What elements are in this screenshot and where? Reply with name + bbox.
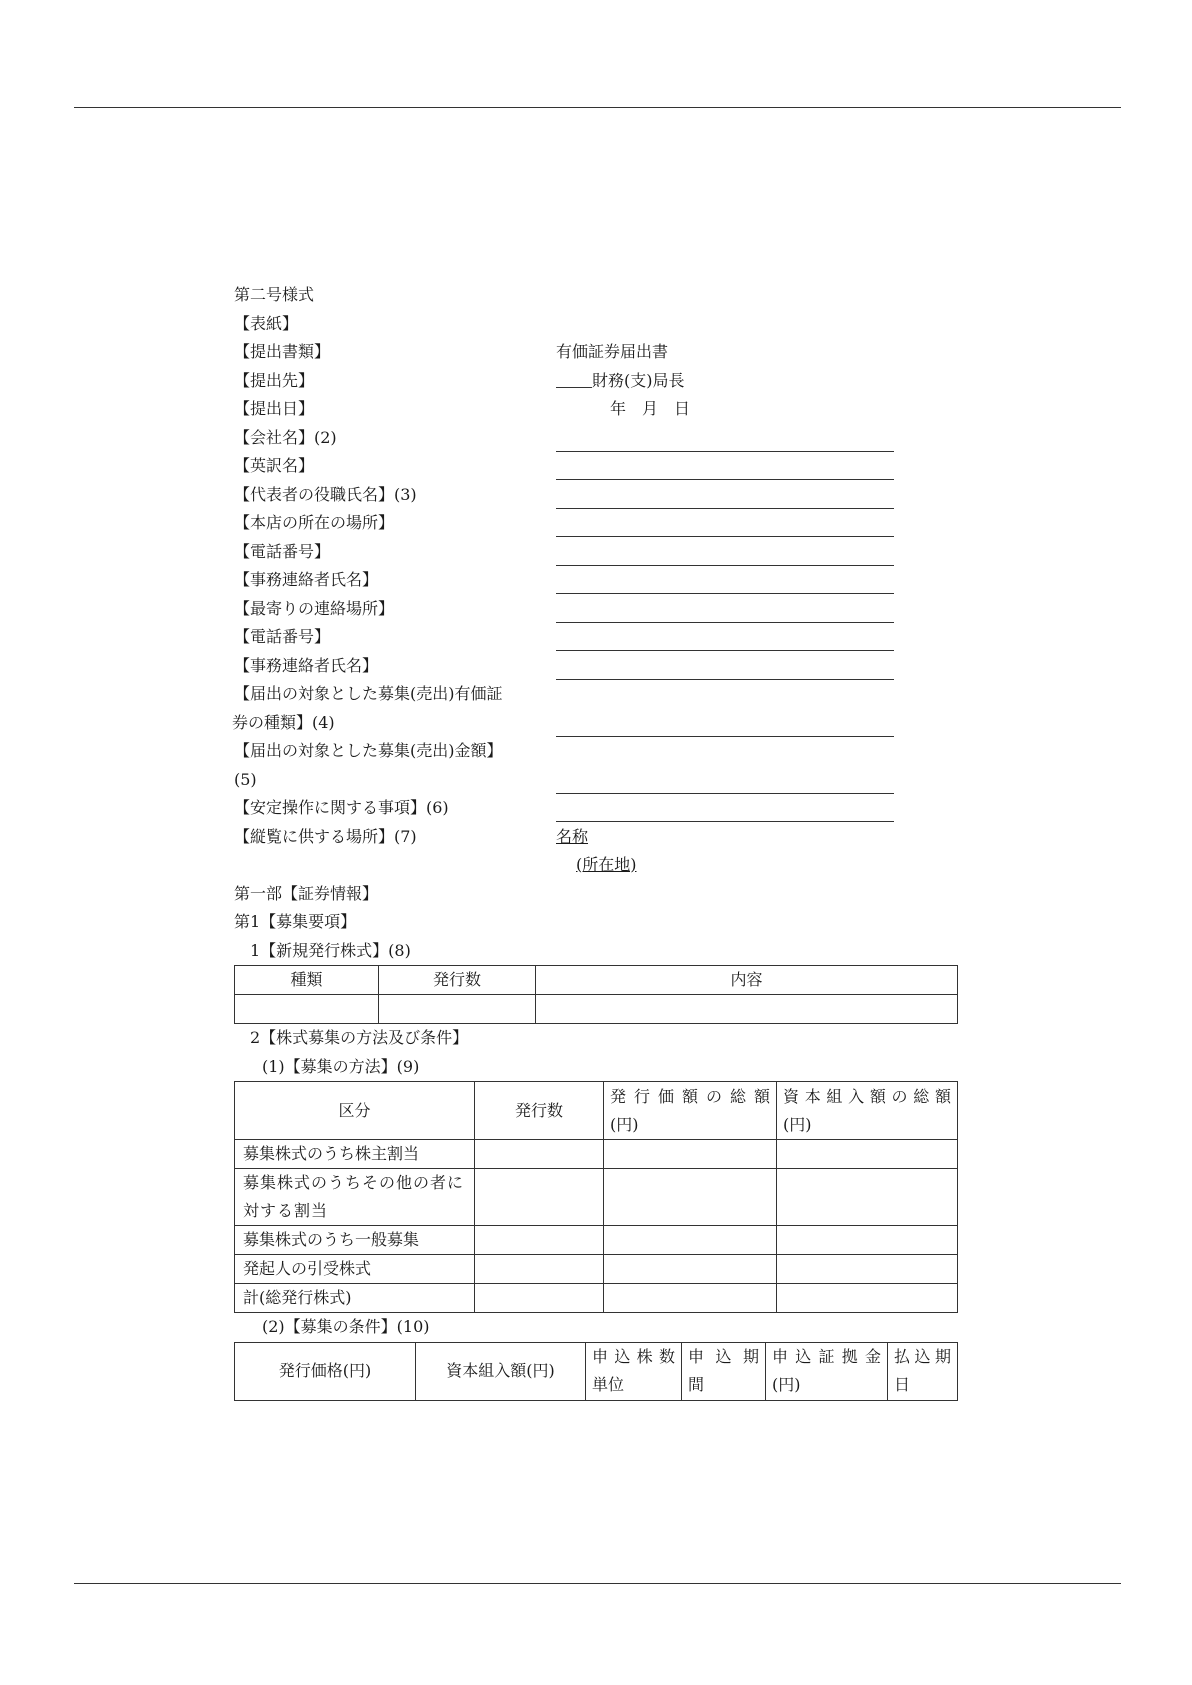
fill-line [556, 595, 894, 623]
field-label [234, 680, 556, 737]
header-cell: 発行数 [475, 1082, 604, 1140]
fill-line [556, 794, 894, 822]
label-line: 【届出の対象とした募集(売出)有価証 [234, 684, 503, 703]
field-label: 【電話番号】 [234, 541, 331, 561]
table-cell [604, 1284, 777, 1313]
field-value [556, 367, 685, 396]
table-cell [475, 1226, 604, 1255]
table-cell [604, 1226, 777, 1255]
field-label: 【電話番号】 [234, 627, 331, 646]
table-cell [777, 1140, 958, 1169]
item-heading-new-shares: 1【新規発行株式】(8) [250, 940, 411, 960]
fill-line [556, 623, 894, 651]
field-label: 【安定操作に関する事項】(6) [234, 798, 449, 817]
table-cell [475, 1255, 604, 1284]
fill-line [556, 452, 894, 480]
row-label: 発起人の引受株式 [235, 1255, 475, 1284]
document-body [234, 281, 962, 1401]
table-row [235, 1140, 958, 1169]
table-cell [777, 1169, 958, 1226]
header-line: 発行価額の総額 [610, 1086, 770, 1106]
form-number: 第二号様式 [234, 285, 315, 304]
field-label: 【会社名】(2) [234, 427, 337, 447]
fill-line [556, 538, 894, 566]
item-heading-method: 2【株式募集の方法及び条件】 [250, 1028, 469, 1047]
field-label: 【英訳名】 [234, 456, 315, 475]
header-cell: 区分 [235, 1082, 475, 1140]
table-header-row [235, 1342, 958, 1400]
table-cell [777, 1255, 958, 1284]
header-line: 払込期 [894, 1347, 951, 1366]
field-representative [234, 481, 962, 510]
header-line: (円) [610, 1114, 639, 1134]
spacer [234, 851, 556, 880]
field-label [234, 737, 556, 794]
header-cell [777, 1082, 958, 1140]
table-header-row [235, 966, 958, 995]
table-cell [536, 995, 958, 1024]
header-cell [682, 1342, 766, 1400]
part-heading: 第一部【証券情報】 [234, 883, 379, 903]
table-cell [475, 1169, 604, 1226]
field-company-name [234, 424, 962, 453]
table-row [235, 1226, 958, 1255]
fill-line [556, 481, 894, 509]
field-inspection-place [234, 823, 962, 852]
fill-line [556, 709, 894, 737]
field-head-office [234, 509, 962, 538]
fill-line [556, 509, 894, 537]
field-inspection-location [234, 851, 962, 880]
table-cell [604, 1169, 777, 1226]
field-label: 【事務連絡者氏名】 [234, 570, 379, 589]
field-label: 【縦覧に供する場所】(7) [234, 826, 417, 846]
field-contact-person-2 [234, 652, 962, 681]
header-line: 申込株数 [592, 1347, 675, 1366]
field-submission-document [234, 338, 962, 367]
field-label: 【提出日】 [234, 399, 315, 418]
header-line: 資本組入額の総額 [783, 1086, 951, 1106]
field-phone-2 [234, 623, 962, 652]
field-label: 【提出書類】 [234, 342, 331, 361]
header-cell [604, 1082, 777, 1140]
row-label: 募集株式のうち株主割当 [235, 1140, 475, 1169]
field-stabilization [234, 794, 962, 823]
inspection-name: 名称 [556, 826, 589, 846]
field-value: 年 月 日 [610, 399, 691, 418]
header-cell [766, 1342, 888, 1400]
field-label: 【提出先】 [234, 370, 315, 390]
header-line: 単位 [592, 1375, 625, 1394]
table-cell [604, 1140, 777, 1169]
table-row [235, 1169, 958, 1226]
field-label: 【代表者の役職氏名】(3) [234, 484, 417, 504]
fill-line [556, 766, 894, 794]
table-cell [475, 1140, 604, 1169]
field-contact-person [234, 566, 962, 595]
bureau-blank [556, 369, 592, 388]
subitem-heading-method: (1)【募集の方法】(9) [262, 1056, 420, 1076]
label-line: 【届出の対象とした募集(売出)金額】 [234, 741, 503, 760]
offering-conditions-table [234, 1342, 958, 1401]
header-cell: 発行数 [379, 966, 536, 995]
inspection-location: (所在地) [576, 855, 637, 874]
offering-method-table [234, 1081, 958, 1313]
table-row [235, 1255, 958, 1284]
field-submission-date [234, 395, 962, 424]
header-line: (円) [783, 1114, 812, 1134]
fill-line [556, 566, 894, 594]
subitem-heading-conditions: (2)【募集の条件】(10) [262, 1317, 430, 1336]
table-cell [777, 1284, 958, 1313]
cover-heading: 【表紙】 [234, 313, 299, 333]
header-rule [74, 107, 1121, 108]
header-cell: 内容 [536, 966, 958, 995]
header-cell: 資本組入額(円) [416, 1342, 586, 1400]
header-cell [888, 1342, 958, 1400]
bureau-text: 財務(支)局長 [592, 370, 685, 390]
field-label: 【最寄りの連絡場所】 [234, 598, 395, 618]
label-line: (5) [234, 769, 257, 789]
field-label: 【本店の所在の場所】 [234, 513, 395, 532]
table-header-row [235, 1082, 958, 1140]
field-securities-type [234, 680, 962, 737]
field-value: 有価証券届出書 [556, 342, 669, 361]
row-label: 募集株式のうちその他の者に対する割当 [235, 1169, 475, 1226]
table-cell [777, 1226, 958, 1255]
field-english-name [234, 452, 962, 481]
header-line: 日 [894, 1375, 911, 1394]
header-line: 申込証拠金 [772, 1347, 881, 1366]
header-line: 申込期 [688, 1347, 759, 1366]
field-label: 【事務連絡者氏名】 [234, 655, 379, 675]
new-shares-table [234, 965, 958, 1024]
fill-line [556, 652, 894, 680]
footer-rule [74, 1583, 1121, 1584]
header-line: 間 [688, 1375, 705, 1394]
field-phone [234, 538, 962, 567]
fill-line [556, 424, 894, 452]
header-cell [586, 1342, 682, 1400]
section-heading: 第1【募集要項】 [234, 912, 357, 931]
table-cell [379, 995, 536, 1024]
header-cell: 種類 [235, 966, 379, 995]
header-cell: 発行価格(円) [235, 1342, 416, 1400]
row-label: 募集株式のうち一般募集 [235, 1226, 475, 1255]
table-cell [604, 1255, 777, 1284]
label-line: 券の種類】(4) [232, 712, 335, 732]
row-label: 計(総発行株式) [235, 1284, 475, 1313]
table-row [235, 1284, 958, 1313]
table-cell [235, 995, 379, 1024]
field-nearest-contact [234, 595, 962, 624]
header-line: (円) [772, 1375, 801, 1394]
table-row [235, 995, 958, 1024]
field-offering-amount [234, 737, 962, 794]
field-submit-to [234, 367, 962, 396]
table-cell [475, 1284, 604, 1313]
